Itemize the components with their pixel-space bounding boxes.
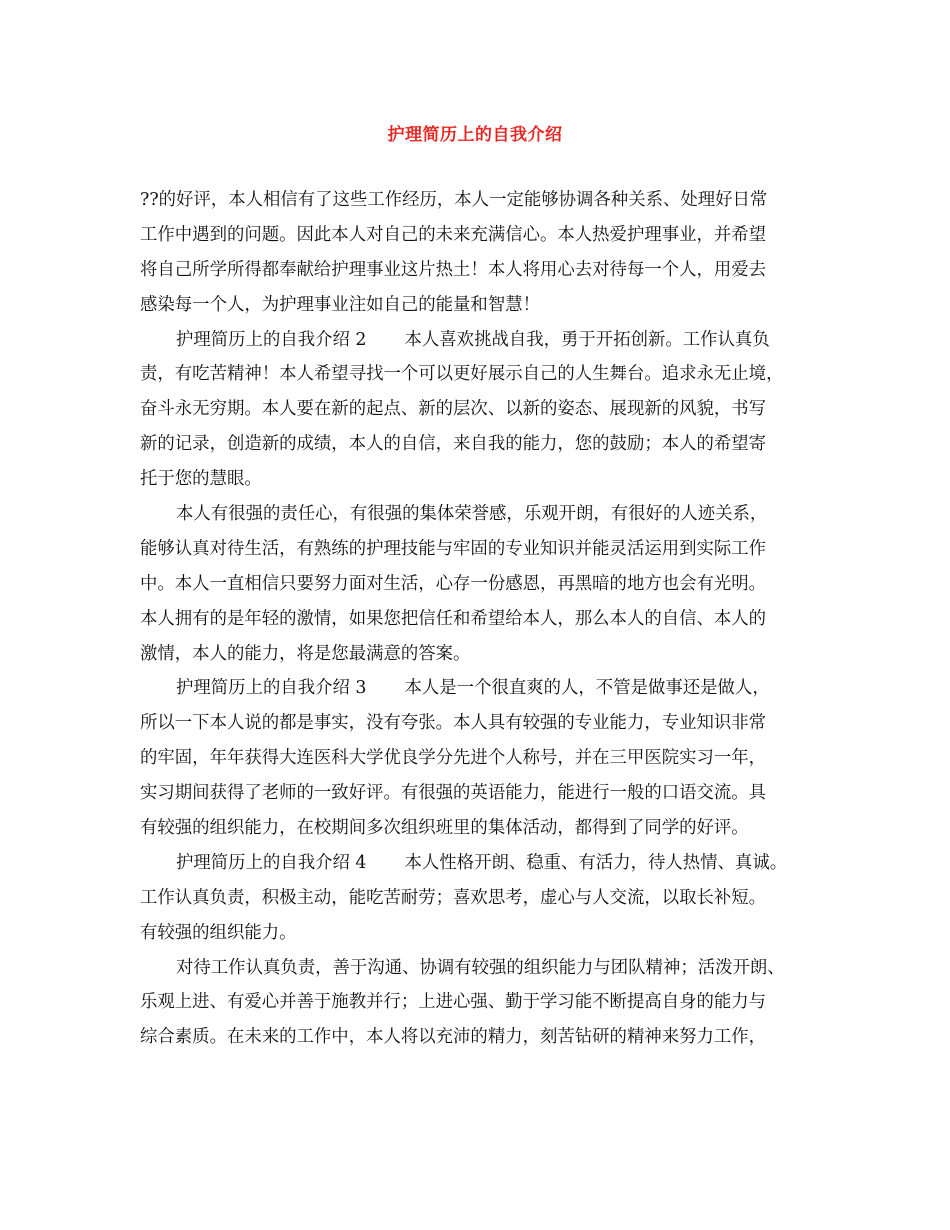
section-line — [140, 323, 818, 358]
text-line: 将自己所学所得都奉献给护理事业这片热土！本人将用心去对待每一个人，用爱去 — [140, 259, 767, 280]
text-run: 本人喜欢挑战自我，勇于开拓创新。工作认真负 — [404, 329, 770, 350]
text-line: 实习期间获得了老师的一致好评。有很强的英语能力，能进行一般的口语交流。具 — [140, 783, 767, 804]
text-line: 本人有很强的责任心，有很强的集体荣誉感，乐观开朗，有很好的人迹关系， — [176, 504, 768, 525]
section-line — [140, 846, 818, 881]
text-line: 责，有吃苦精神！本人希望寻找一个可以更好展示自己的人生舞台。追求永无止境， — [140, 364, 784, 385]
text-line: 新的记录，创造新的成绩，本人的自信，来自我的能力，您的鼓励；本人的希望寄 — [140, 434, 767, 455]
text-run: 本人是一个很直爽的人，不管是做事还是做人， — [404, 678, 770, 699]
text-line: 有较强的组织能力。 — [140, 922, 297, 943]
text-line: 的牢固，年年获得大连医科大学优良学分先进个人称号，并在三甲医院实习一年， — [140, 748, 767, 769]
document-body — [140, 183, 818, 1055]
text-line: 综合素质。在未来的工作中，本人将以充沛的精力，刻苦钻研的精神来努力工作， — [140, 1027, 767, 1048]
text-line: 托于您的慧眼。 — [140, 469, 262, 490]
text-line: 本人拥有的是年轻的激情，如果您把信任和希望给本人，那么本人的自信、本人的 — [140, 608, 767, 629]
section-heading-2: 护理简历上的自我介绍 2 — [176, 329, 367, 350]
section-heading-4: 护理简历上的自我介绍 4 — [176, 852, 367, 873]
text-line: 所以一下本人说的都是事实，没有夸张。本人具有较强的专业能力，专业知识非常 — [140, 713, 767, 734]
text-line: 能够认真对待生活，有熟练的护理技能与牢固的专业知识并能灵活运用到实际工作 — [140, 538, 767, 559]
text-line: 对待工作认真负责，善于沟通、协调有较强的组织能力与团队精神；活泼开朗、 — [176, 957, 785, 978]
text-line: 乐观上进、有爱心并善于施教并行；上进心强、勤于学习能不断提高自身的能力与 — [140, 992, 767, 1013]
section-line — [140, 671, 818, 706]
text-line: 工作中遇到的问题。因此本人对自己的未来充满信心。本人热爱护理事业，并希望 — [140, 224, 767, 245]
text-run: 本人性格开朗、稳重、有活力，待人热情、真诚。 — [404, 852, 788, 873]
document-title: 护理简历上的自我介绍 — [387, 125, 563, 145]
text-line: 奋斗永无穷期。本人要在新的起点、新的层次、以新的姿态、展现新的风貌，书写 — [140, 399, 767, 420]
text-line: ??的好评，本人相信有了这些工作经历，本人一定能够协调各种关系、处理好日常 — [140, 190, 768, 210]
section-heading-3: 护理简历上的自我介绍 3 — [176, 678, 367, 699]
text-line: 有较强的组织能力，在校期间多次组织班里的集体活动，都得到了同学的好评。 — [140, 818, 749, 839]
text-line: 工作认真负责，积极主动，能吃苦耐劳；喜欢思考，虚心与人交流，以取长补短。 — [140, 887, 767, 908]
text-line: 中。本人一直相信只要努力面对生活，心存一份感恩，再黑暗的地方也会有光明。 — [140, 573, 767, 594]
text-line: 感染每一个人，为护理事业注如自己的能量和智慧！ — [140, 294, 540, 315]
text-line: 激情，本人的能力，将是您最满意的答案。 — [140, 643, 471, 664]
